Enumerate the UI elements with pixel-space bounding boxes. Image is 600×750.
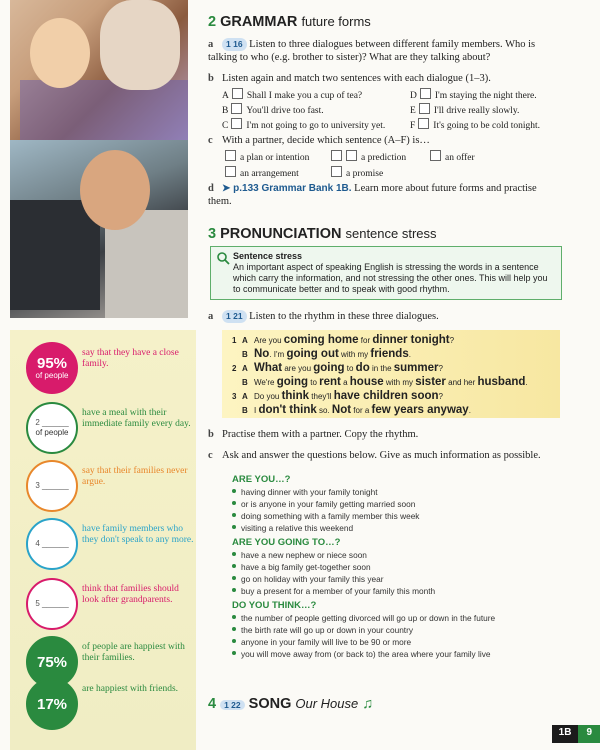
- dialogue-number: 3: [232, 392, 237, 401]
- grammar-sentence: [410, 103, 560, 118]
- option-checkbox[interactable]: [430, 150, 441, 161]
- question-heading: DO YOU THINK…?: [232, 600, 317, 611]
- unstressed-word: for a: [351, 406, 372, 415]
- stat-text: of people are happiest with their families.: [82, 642, 185, 663]
- page-number: 9: [578, 725, 600, 743]
- stat-text: have family members who they don't speak to any more.: [82, 524, 194, 545]
- pronunciation-section: [208, 226, 560, 242]
- stressed-word: going out: [286, 348, 339, 360]
- dialogue-speaker: A: [242, 392, 248, 401]
- unstressed-word: are you: [282, 364, 314, 373]
- unstressed-word: ?: [438, 364, 443, 373]
- stat-blank: 3 ______: [35, 481, 69, 490]
- stat-circle: [26, 460, 78, 512]
- grammar-heading: 2 GRAMMAR future forms: [208, 14, 371, 30]
- sentence-checkbox[interactable]: [418, 118, 429, 129]
- sentence-text: Shall I make you a cup of tea?: [246, 91, 363, 101]
- stat-text: say that they have a close family.: [82, 348, 179, 369]
- stat-blank: 2 ______: [35, 418, 69, 427]
- bullet-icon: [232, 627, 236, 631]
- grammar-bank-link[interactable]: ➤ p.133 Grammar Bank 1B.: [222, 183, 352, 194]
- stressed-word: coming home: [283, 334, 359, 346]
- unstressed-word: Do you: [254, 392, 282, 401]
- unstressed-word: Are you: [254, 336, 284, 345]
- grammar-a: a 1 16 Listen to three dialogues between different family members. Who is talking to who (e.g. brother to sister)? What are they talking about?: [208, 39, 536, 63]
- grammar-section: [208, 14, 560, 30]
- stats-panel: [10, 330, 196, 750]
- audio-track-badge[interactable]: 1 21: [222, 310, 247, 323]
- unstressed-word: .: [408, 350, 411, 359]
- unstressed-word: .: [525, 378, 528, 387]
- option-checkbox[interactable]: [346, 150, 357, 161]
- unstressed-word: ?: [449, 336, 455, 345]
- sentence-text: It's going to be cold tonight.: [433, 121, 541, 131]
- bullet-icon: [232, 501, 236, 505]
- dialogue-speaker: B: [242, 350, 248, 359]
- question-text: have a new nephew or niece soon: [241, 550, 367, 560]
- question-text: visiting a relative this weekend: [241, 523, 354, 533]
- questions-block: [232, 474, 560, 660]
- bullet-icon: [232, 615, 236, 619]
- photo-grandmother-child: [10, 0, 188, 140]
- unstressed-word: with my: [383, 378, 416, 387]
- stressed-word: sister: [415, 376, 446, 388]
- stat-item: [20, 678, 196, 732]
- grammar-sentence: [410, 88, 560, 103]
- unstressed-word: and her: [445, 378, 478, 387]
- dialogue-number: 1: [232, 336, 237, 345]
- unstressed-word: a: [340, 378, 350, 387]
- sentence-checkbox[interactable]: [231, 118, 242, 129]
- bullet-icon: [232, 639, 236, 643]
- dialogue-speaker: B: [242, 378, 248, 387]
- sentence-text: I'll drive really slowly.: [433, 106, 520, 116]
- stressed-word: going: [313, 362, 345, 374]
- sentence-text: You'll drive too fast.: [246, 106, 324, 116]
- question-item: [232, 510, 560, 522]
- option-checkbox[interactable]: [331, 150, 342, 161]
- dialogue-line: [232, 376, 528, 388]
- option-checkbox[interactable]: [225, 150, 236, 161]
- question-text: have a big family get-together soon: [241, 562, 371, 572]
- question-text: anyone in your family will live to be 90 or more: [241, 637, 412, 647]
- question-item: [232, 636, 560, 648]
- stat-sub: of people: [35, 370, 69, 380]
- stressed-word: think: [281, 390, 310, 402]
- stat-circle: [26, 402, 78, 454]
- unit-badge: 1B: [552, 725, 579, 743]
- question-item: [232, 648, 560, 660]
- question-text: buy a present for a member of your family this month: [241, 586, 436, 596]
- dialogue-speaker: B: [242, 406, 248, 415]
- sentence-letter: E: [410, 106, 416, 116]
- option-checkbox[interactable]: [331, 166, 342, 177]
- question-text: the birth rate will go up or down in your country: [241, 625, 414, 635]
- bullet-icon: [232, 588, 236, 592]
- stat-item: [20, 342, 196, 396]
- audio-track-badge[interactable]: 1 16: [222, 38, 247, 51]
- grammar-sentence: [410, 118, 560, 133]
- stat-circle: [26, 342, 78, 394]
- stat-text: are happiest with friends.: [82, 684, 179, 694]
- grammar-sentence: [222, 118, 410, 133]
- sentence-text: I'm staying the night there.: [434, 91, 537, 101]
- question-item: [232, 612, 560, 624]
- unstressed-word: .: [468, 406, 471, 415]
- stressed-word: don't think: [258, 404, 317, 416]
- question-item: [232, 561, 560, 573]
- stressed-word: No: [254, 348, 270, 360]
- stat-sub: of people: [35, 428, 69, 437]
- question-item: [232, 585, 560, 597]
- unstressed-word: . I'm: [269, 350, 287, 359]
- stressed-word: summer: [393, 362, 439, 374]
- grammar-options: a plan or intention a prediction an offer an arrangement a promise: [222, 150, 562, 182]
- grammar-sentence: [222, 103, 410, 118]
- stat-blank: 5 ______: [35, 599, 69, 608]
- stressed-word: going: [276, 376, 309, 388]
- question-text: or is anyone in your family getting married soon: [241, 499, 416, 509]
- stressed-word: house: [349, 376, 384, 388]
- dialogue-speaker: A: [242, 364, 248, 373]
- stat-text: say that their families never argue.: [82, 466, 188, 487]
- stressed-word: rent: [319, 376, 341, 388]
- question-text: having dinner with your family tonight: [241, 487, 378, 497]
- grammar-sentences: [222, 88, 562, 133]
- photo-family-car: [10, 140, 188, 318]
- question-item: [232, 624, 560, 636]
- dialogue-line: [232, 390, 443, 402]
- stat-item: [20, 402, 196, 456]
- music-note-icon: ♫: [362, 696, 374, 712]
- pronunciation-heading: 3 PRONUNCIATION sentence stress: [208, 226, 437, 242]
- stat-text: have a meal with their immediate family every day.: [82, 408, 191, 429]
- question-heading: ARE YOU GOING TO…?: [232, 537, 341, 548]
- dialogue-line: [232, 334, 454, 346]
- stat-blank: 4 ______: [35, 539, 69, 548]
- unstressed-word: they'll: [309, 392, 334, 401]
- unstressed-word: with my: [338, 350, 371, 359]
- unstressed-word: in the: [369, 364, 394, 373]
- grammar-sentence: [222, 88, 410, 103]
- sentence-checkbox[interactable]: [232, 88, 243, 99]
- unstressed-word: We're: [254, 378, 277, 387]
- stressed-word: Not: [331, 404, 352, 416]
- song-section: [208, 696, 560, 712]
- bullet-icon: [232, 564, 236, 568]
- unstressed-word: to: [344, 364, 356, 373]
- song-heading: 4 1 22 SONG Our House ♫: [208, 696, 374, 712]
- pron-b: b Practise them with a partner. Copy the rhythm.: [208, 429, 419, 440]
- pron-a: a 1 21 Listen to the rhythm in these three dialogues.: [208, 311, 439, 322]
- stat-item: [20, 518, 196, 572]
- audio-track-badge[interactable]: 1 22: [220, 700, 245, 710]
- stressed-word: few years anyway: [371, 404, 469, 416]
- unstressed-word: so.: [316, 406, 332, 415]
- sentence-stress-text: An important aspect of speaking English is stressing the words in a sentence which carry the information, and not stressing the other ones. This will help you to communicate better and to speak with good rhythm.: [233, 262, 548, 294]
- bullet-icon: [232, 489, 236, 493]
- question-text: go on holiday with your family this year: [241, 574, 384, 584]
- question-item: [232, 549, 560, 561]
- question-item: [232, 522, 560, 534]
- question-text: you will move away from (or back to) the area where your family live: [241, 649, 491, 659]
- stressed-word: dinner tonight: [372, 334, 450, 346]
- question-text: doing something with a family member this week: [241, 511, 420, 521]
- sentence-letter: C: [222, 121, 229, 131]
- pron-c: c Ask and answer the questions below. Give as much information as possible.: [208, 450, 541, 461]
- bullet-icon: [232, 513, 236, 517]
- stat-circle: [26, 678, 78, 730]
- stat-value: 75%: [36, 653, 68, 671]
- unstressed-word: I: [254, 406, 259, 415]
- stressed-word: husband: [477, 376, 526, 388]
- bullet-icon: [232, 552, 236, 556]
- stat-value: 95%: [36, 354, 68, 372]
- bullet-icon: [232, 525, 236, 529]
- question-item: [232, 486, 560, 498]
- grammar-d: d ➤ p.133 Grammar Bank 1B. Learn more about future forms and practise them.: [208, 183, 537, 207]
- bullet-icon: [232, 576, 236, 580]
- sentence-checkbox[interactable]: [419, 103, 430, 114]
- grammar-b: b Listen again and match two sentences with each dialogue (1–3).: [208, 73, 491, 84]
- unstressed-word: to: [308, 378, 320, 387]
- option-checkbox[interactable]: [225, 166, 236, 177]
- dialogue-speaker: A: [242, 336, 248, 345]
- sentence-letter: F: [410, 121, 416, 131]
- bullet-icon: [232, 651, 236, 655]
- dialogue-line: [232, 348, 411, 360]
- stressed-word: What: [254, 362, 283, 374]
- magnifier-icon: [216, 251, 230, 265]
- question-text: the number of people getting divorced will go up or down in the future: [241, 613, 496, 623]
- unstressed-word: for: [358, 336, 373, 345]
- page-footer: [552, 725, 600, 743]
- sentence-checkbox[interactable]: [231, 103, 242, 114]
- stressed-word: friends: [370, 348, 409, 360]
- sentence-letter: B: [222, 106, 229, 116]
- sentence-text: I'm not going to go to university yet.: [246, 121, 386, 131]
- sentence-checkbox[interactable]: [420, 88, 431, 99]
- dialogue-line: [232, 404, 471, 416]
- question-item: [232, 573, 560, 585]
- stat-circle: [26, 518, 78, 570]
- sentence-letter: A: [222, 91, 229, 101]
- question-heading: ARE YOU…?: [232, 474, 291, 485]
- sentence-stress-title: Sentence stress: [233, 251, 303, 261]
- dialogues-panel: [222, 330, 560, 418]
- stressed-word: have children soon: [333, 390, 439, 402]
- sentence-stress-box: [210, 246, 562, 300]
- stat-item: [20, 460, 196, 514]
- stat-item: [20, 578, 196, 632]
- stat-text: think that families should look after grandparents.: [82, 584, 179, 605]
- question-item: [232, 498, 560, 510]
- grammar-c: c With a partner, decide which sentence (A–F) is…: [208, 135, 430, 146]
- stat-circle: [26, 578, 78, 630]
- unstressed-word: ?: [438, 392, 443, 401]
- stat-value: 17%: [36, 695, 68, 713]
- dialogue-line: [232, 362, 443, 374]
- stressed-word: do: [355, 362, 370, 374]
- dialogue-number: 2: [232, 364, 237, 373]
- sentence-letter: D: [410, 91, 417, 101]
- left-column: [0, 0, 196, 750]
